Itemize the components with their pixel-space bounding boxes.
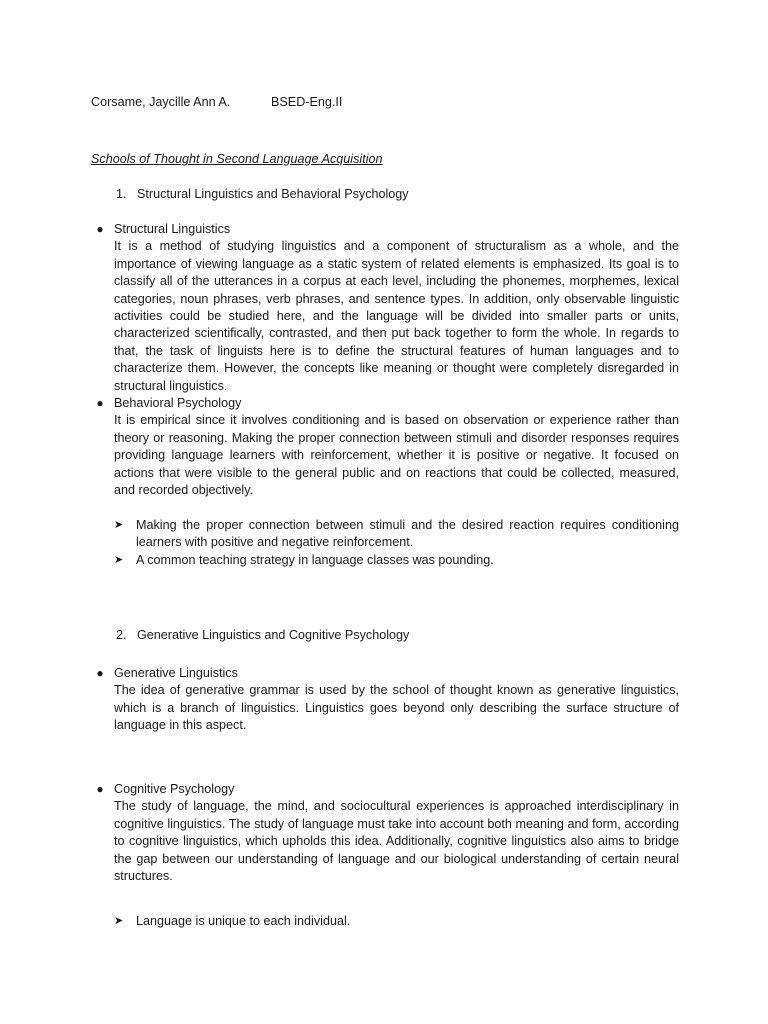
bullet-structural-linguistics bbox=[91, 221, 679, 395]
bullet-body: The study of language, the mind, and sociocultural experiences is approached interdisciplinary in cognitive linguistics. The study of language must take into account both meaning and form, according to cognitive linguistics, which upholds this idea. Additionally, cognitive linguistics also aims to bridge the gap between our understanding of language and our biological understanding of certain neural structures. bbox=[114, 799, 679, 884]
section-number: 1. bbox=[116, 187, 127, 201]
arrow-item-text: A common teaching strategy in language classes was pounding. bbox=[136, 552, 494, 567]
bullet-body: It is empirical since it involves conditioning and is based on observation or experience rather than theory or reasoning. Making the proper connection between stimuli and disorder responses requires providing language learners with reinforcement, whether it is positive or negative. It focused on actions that were visible to the general public and on reactions that could be collected, measured, and recorded objectively. bbox=[114, 413, 679, 498]
bullet-dot-icon: ● bbox=[96, 782, 104, 796]
bullet-behavioral-psychology bbox=[91, 395, 679, 499]
arrowhead-bullet-icon: ➤ bbox=[114, 915, 124, 927]
course-label: BSED-Eng.II bbox=[271, 95, 343, 109]
section-heading-text: Generative Linguistics and Cognitive Psychology bbox=[137, 628, 410, 642]
arrow-list-item bbox=[114, 552, 679, 569]
student-name: Corsame, Jaycille Ann A. bbox=[91, 95, 231, 109]
bullet-dot-icon: ● bbox=[96, 222, 104, 236]
arrowhead-bullet-icon: ➤ bbox=[114, 519, 124, 531]
arrow-list-item bbox=[114, 517, 679, 552]
bullet-dot-icon: ● bbox=[96, 666, 104, 680]
arrow-item-text: Making the proper connection between stimuli and the desired reaction requires conditioning learners with positive and negative reinforcement. bbox=[136, 518, 679, 550]
bullet-title: Generative Linguistics bbox=[114, 666, 238, 680]
section-heading-text: Structural Linguistics and Behavioral Psychology bbox=[137, 187, 409, 201]
section-heading-2 bbox=[116, 627, 409, 644]
arrow-list-item bbox=[114, 913, 679, 930]
bullet-body: The idea of generative grammar is used by the school of thought known as generative linguistics, which is a branch of linguistics. Linguistics goes beyond only describing the surface structure of language in this aspect. bbox=[114, 683, 679, 733]
section-heading-1 bbox=[116, 186, 409, 203]
bullet-generative-linguistics bbox=[91, 665, 679, 735]
arrowhead-bullet-icon: ➤ bbox=[114, 553, 124, 566]
section-number: 2. bbox=[116, 628, 127, 642]
arrow-list-1 bbox=[114, 517, 679, 569]
arrow-list-2 bbox=[114, 913, 679, 930]
bullet-title: Behavioral Psychology bbox=[114, 396, 242, 410]
bullet-title: Cognitive Psychology bbox=[114, 782, 235, 796]
bullet-dot-icon: ● bbox=[96, 396, 104, 410]
document-title: Schools of Thought in Second Language Acquisition bbox=[91, 152, 383, 166]
bullet-title: Structural Linguistics bbox=[114, 222, 231, 236]
bullet-cognitive-psychology bbox=[91, 781, 679, 885]
bullet-body: It is a method of studying linguistics and a component of structuralism as a whole, and the importance of viewing language as a static system of related elements is emphasized. Its goal is to classify all of the utterances in a corpus at each level, including the phonemes, morphemes, lexical categories, noun phrases, verb phrases, and sentence types. In addition, only observable linguistic activities could be studied here, and the language will be divided into smaller parts or units, characterized scientifically, contrasted, and then put back together to form the whole. In regards to that, the task of linguists here is to define the structural features of human languages and to characterize them. However, the concepts like meaning or thought were completely disregarded in structural linguistics. bbox=[114, 239, 679, 393]
arrow-item-text: Language is unique to each individual. bbox=[136, 914, 351, 928]
